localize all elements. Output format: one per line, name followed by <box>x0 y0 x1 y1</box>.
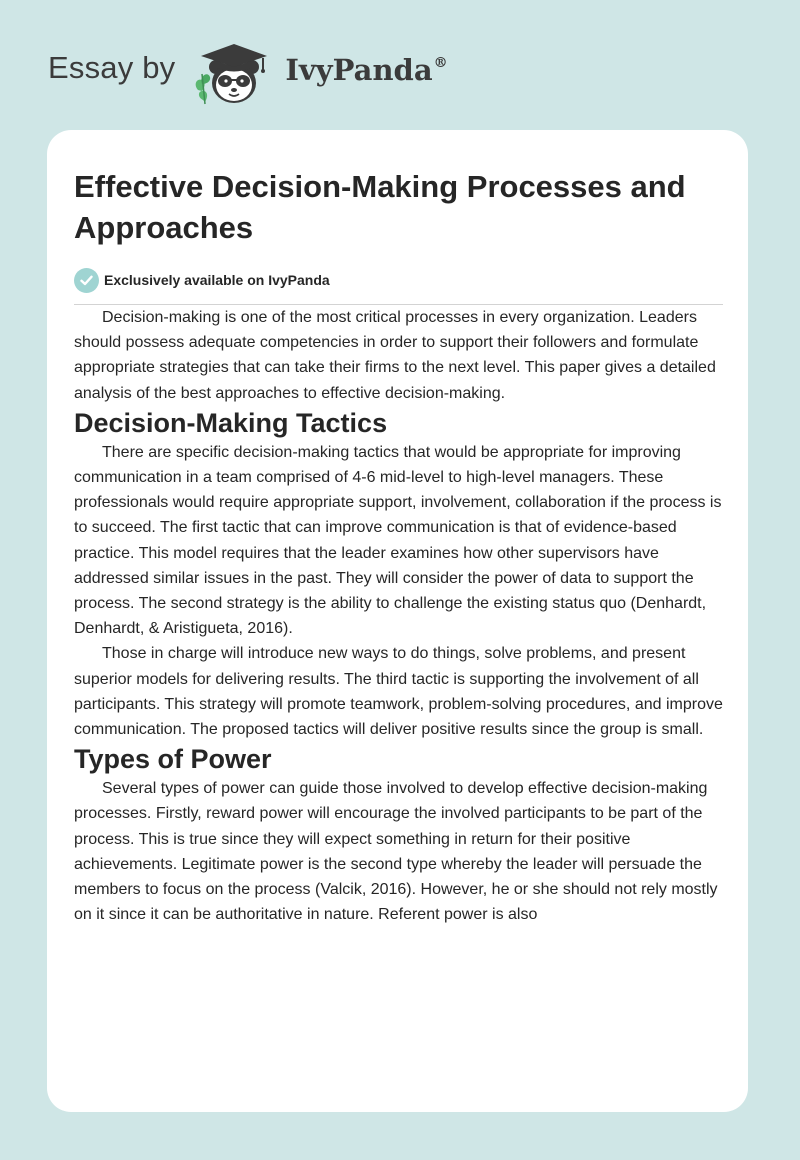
check-badge-icon <box>74 268 99 293</box>
essay-title: Effective Decision-Making Processes and Approaches <box>74 169 686 245</box>
essay-content <box>74 166 724 927</box>
intro-paragraph: Decision-making is one of the most critical processes in every organization. Leaders should possess adequate competencies in order to support their followers and formulate appropriate strategies that can take their firms to the next level. This paper gives a detailed analysis of the best approaches to effective decision-making. <box>74 309 716 402</box>
exclusive-label: Exclusively available on IvyPanda <box>104 272 330 288</box>
exclusive-notice <box>74 267 724 293</box>
section-heading-power: Types of Power <box>74 744 272 775</box>
essay-by-label: Essay by <box>48 50 176 85</box>
brand-name[interactable]: IvyPanda® <box>285 53 448 87</box>
site-header <box>48 34 448 108</box>
tactics-paragraph-1: There are specific decision-making tactics that would be appropriate for improving communication in a team comprised of 4-6 mid-level to high-level managers. These professionals would require appropriate support, involvement, collaboration if the process is to succeed. The first tactic that can improve communication is that of evidence-based practice. This model requires that the leader examines how other supervisors have addressed similar issues in the past. They will consider the power of data to support the process. The second strategy is the ability to challenge the existing status quo (Denhardt, Denhardt, & Aristigueta, 2016). <box>74 443 722 638</box>
essay-card <box>47 130 748 1112</box>
section-heading-tactics: Decision-Making Tactics <box>74 407 388 438</box>
tactics-paragraph-2: Those in charge will introduce new ways to do things, solve problems, and present superior models for delivering results. The third tactic is supporting the involvement of all participants. This strategy will promote teamwork, problem-solving procedures, and improve communication. The proposed tactics will deliver positive results since the group is small. <box>74 645 723 739</box>
panda-graduate-logo-icon[interactable] <box>189 34 279 108</box>
power-paragraph-1: Several types of power can guide those involved to develop effective decision-making processes. Firstly, reward power will encourage the involved participants to be part of the process. This is true since they will expect something in return for their positive achievements. Legitimate power is the second type whereby the leader will persuade the members to focus on the process (Valcik, 2016). However, he or she should not rely mostly on it since it can be authoritative in nature. Referent power is also <box>74 780 718 924</box>
registered-mark: ® <box>433 55 448 71</box>
